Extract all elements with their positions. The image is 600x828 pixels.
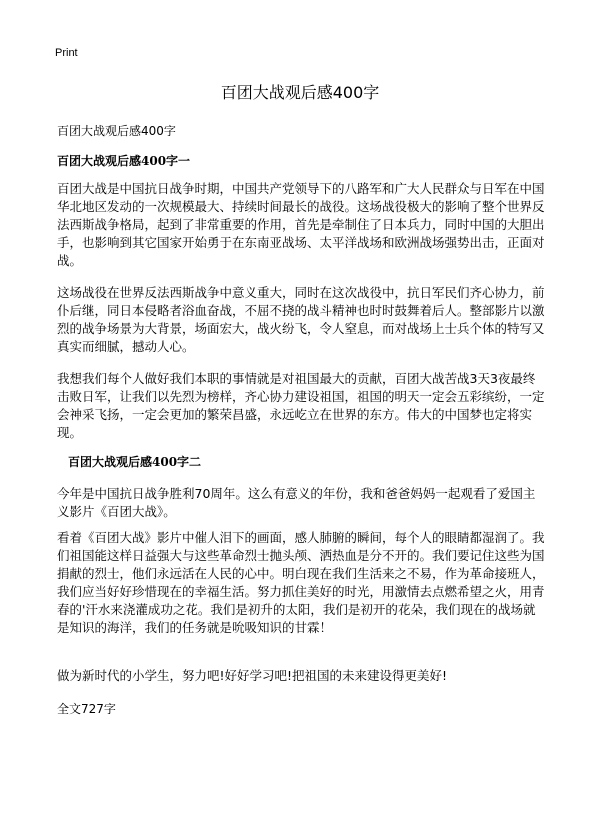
section-heading: 百团大战观后感400字一 [57,154,191,168]
print-label[interactable]: Print [55,47,78,59]
page-title: 百团大战观后感400字 [220,83,380,102]
paragraph: 百团大战是中国抗日战争时期，中国共产党领导下的八路军和广大人民群众与日军在中国华北地区发动的一次规模最大、持续时间最长的战役。这场战役极大的影响了整个世界反法西斯战争格局，起到了非常重要的作用，首先是牵制住了日本兵力，同时中国的大胆出手，也影响到其它国家开始勇于在东南亚战场、太平洋战场和欧洲战场强势出击，正面对战。 [57,181,545,268]
section-heading: 百团大战观后感400字二 [68,455,202,469]
paragraph: 我想我们每个人做好我们本职的事情就是对祖国最大的贡献，百团大战苦战3天3夜最终击败日军，让我们以先烈为榜样，齐心协力建设祖国，祖国的明天一定会五彩缤纷，一定会神采飞扬，一定会更加的繁荣昌盛，永远屹立在世界的东方。伟大的中国梦也定将实现。 [57,371,545,440]
page-subtitle: 百团大战观后感400字 [57,124,176,138]
word-count: 全文727字 [57,702,116,716]
paragraph: 做为新时代的小学生，努力吧!好好学习吧!把祖国的未来建设得更美好! [57,668,448,683]
paragraph: 今年是中国抗日战争胜利70周年。这么有意义的年份，我和爸爸妈妈一起观看了爱国主义影片《百团大战》。 [57,486,536,519]
paragraph: 这场战役在世界反法西斯战争中意义重大，同时在这次战役中，抗日军民们齐心协力，前仆后继，同日本侵略者浴血奋战，不屈不挠的战斗精神也时时鼓舞着后人。整部影片以激烈的战争场景为大背景，场面宏大，战火纷飞，令人窒息，而对战场上士兵个体的特写又真实而细腻，撼动人心。 [57,285,545,354]
paragraph: 看着《百团大战》影片中催人泪下的画面，感人肺腑的瞬间，每个人的眼睛都湿润了。我们祖国能这样日益强大与这些革命烈士抛头颅、洒热血是分不开的。我们要记住这些为国捐献的烈士，他们永远活在人民的心中。明白现在我们生活来之不易，作为革命接班人，我们应当好好珍惜现在的幸福生活。努力抓住美好的时光，用激情去点燃希望之火，用青春的'汗水来浇灌成功之花。我们是初升的太阳，我们是初开的花朵，我们现在的战场就是知识的海洋，我们的任务就是吮吸知识的甘霖！ [57,530,545,635]
